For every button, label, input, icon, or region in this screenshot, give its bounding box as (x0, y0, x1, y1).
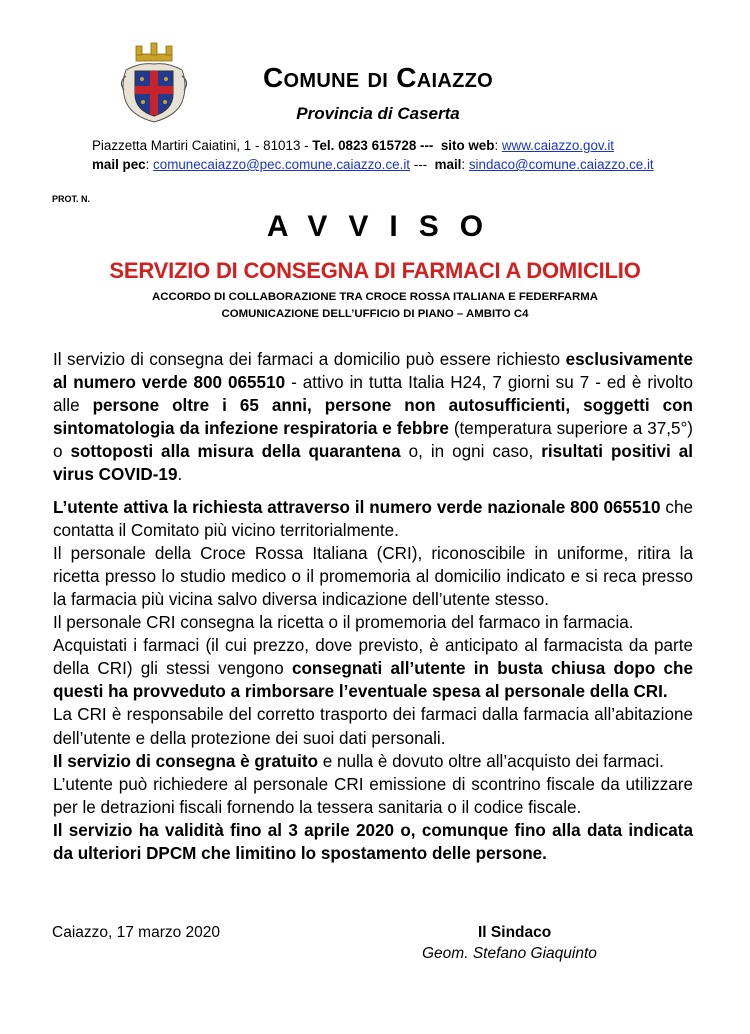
address-text: Piazzetta Martiri Caiatini, 1 - 81013 - (92, 138, 313, 153)
request-instruction: L’utente attiva la richiesta attraverso il numero verde nazionale 800 065510 (53, 497, 661, 517)
email-line (92, 157, 672, 172)
text: . (177, 465, 183, 485)
notice-heading: AVVISO (266, 210, 505, 243)
text: Acquistati i farmaci (il cui prezzo, dove previsto, è anticipato al farmacista da parte della CRI) gli stessi vengono (53, 636, 693, 679)
document-date: Caiazzo, 17 marzo 2020 (52, 924, 221, 941)
paragraph-request (53, 496, 693, 542)
eligible-persons: persone oltre i 65 anni, persone non autosufficienti, soggetti con sintomatologia da infezione respiratoria e febbre (53, 396, 693, 439)
paragraph-cri-pickup: Il personale della Croce Rossa Italiana (CRI), riconoscibile in uniforme, ritira la ricetta presso lo studio medico o il promemoria al domicilio indicato e si reca presso la farmacia più vicina salvo diversa indicazione dell’utente stesso. (53, 543, 693, 609)
paragraph-free-service (53, 750, 693, 773)
text: Il servizio di consegna dei farmaci a domicilio può essere richiesto (53, 350, 566, 369)
website-link[interactable]: www.caiazzo.gov.it (501, 138, 615, 153)
protocol-number-label: PROT. N. (52, 194, 91, 204)
colon: : (145, 157, 154, 172)
notice-body (53, 348, 693, 865)
text: che contatta il Comitato più vicino territorialmente. (53, 497, 693, 540)
separator: --- (410, 157, 431, 172)
coat-of-arms-logo (118, 40, 190, 126)
colon: : (494, 138, 502, 153)
paragraph-validity (53, 819, 693, 865)
municipality-title: Comune di Caiazzo (263, 62, 493, 93)
pec-email-link[interactable]: comunecaiazzo@pec.comune.caiazzo.ce.it (153, 157, 411, 172)
colon: : (461, 157, 469, 172)
address-line (92, 138, 672, 153)
paragraph-cri-delivery: Il personale CRI consegna la ricetta o il promemoria del farmaco in farmacia. (53, 613, 634, 633)
agreement-subtitle: ACCORDO DI COLLABORAZIONE TRA CROCE ROSSA ITALIANA E FEDERFARMA (152, 291, 598, 303)
province-subtitle: Provincia di Caserta (296, 104, 460, 123)
paragraph-service-description (53, 348, 693, 487)
paragraph-receipt: L’utente può richiedere al personale CRI emissione di scontrino fiscale da utilizzare per le detrazioni fiscali fornendo la tessera sanitaria o il codice fiscale. (53, 774, 693, 817)
mayor-name: Geom. Stefano Giaquinto (422, 945, 597, 962)
mayor-title: Il Sindaco (478, 924, 552, 941)
covid-positive-text: risultati positivi al virus COVID-19 (53, 442, 694, 485)
notice-subject: SERVIZIO DI CONSEGNA DI FARMACI A DOMICILIO (109, 258, 641, 283)
mail-email-link[interactable]: sindaco@comune.caiazzo.ce.it (468, 157, 654, 172)
free-service-text: Il servizio di consegna è gratuito (53, 751, 319, 771)
text: - attivo in tutta Italia H24, 7 giorni su 7 - ed è rivolto alle (53, 373, 693, 416)
separator: --- (416, 138, 438, 153)
telephone: Tel. 0823 615728 (312, 138, 417, 153)
validity-text: Il servizio ha validità fino al 3 aprile 2020 o, comunque fino alla data indicata da ulteriori DPCM che limitino lo spostamento delle persone. (53, 820, 693, 863)
mail-label: mail (434, 157, 462, 172)
text: o, in ogni caso, (400, 442, 542, 462)
text: e nulla è dovuto oltre all’acquisto dei farmaci. (318, 751, 664, 771)
text: (temperatura superiore a 37,5°) o (53, 419, 693, 462)
paragraph-responsibility: La CRI è responsabile del corretto trasporto dei farmaci dalla farmacia all’abitazione dell’utente e della protezione dei suoi dati personali. (53, 705, 693, 748)
pec-label: mail pec (92, 157, 146, 172)
delivery-terms: consegnati all’utente in busta chiusa dopo che questi ha provveduto a rimborsare l’eventuale spesa al personale della CRI. (53, 659, 693, 702)
office-subtitle: COMUNICAZIONE DELL’UFFICIO DI PIANO – AMBITO C4 (221, 308, 529, 320)
quarantine-text: sottoposti alla misura della quarantena (70, 442, 401, 462)
paragraph-purchase (53, 634, 693, 703)
toll-free-number: esclusivamente al numero verde 800 065510 (53, 350, 693, 393)
website-label: sito web (440, 138, 495, 153)
